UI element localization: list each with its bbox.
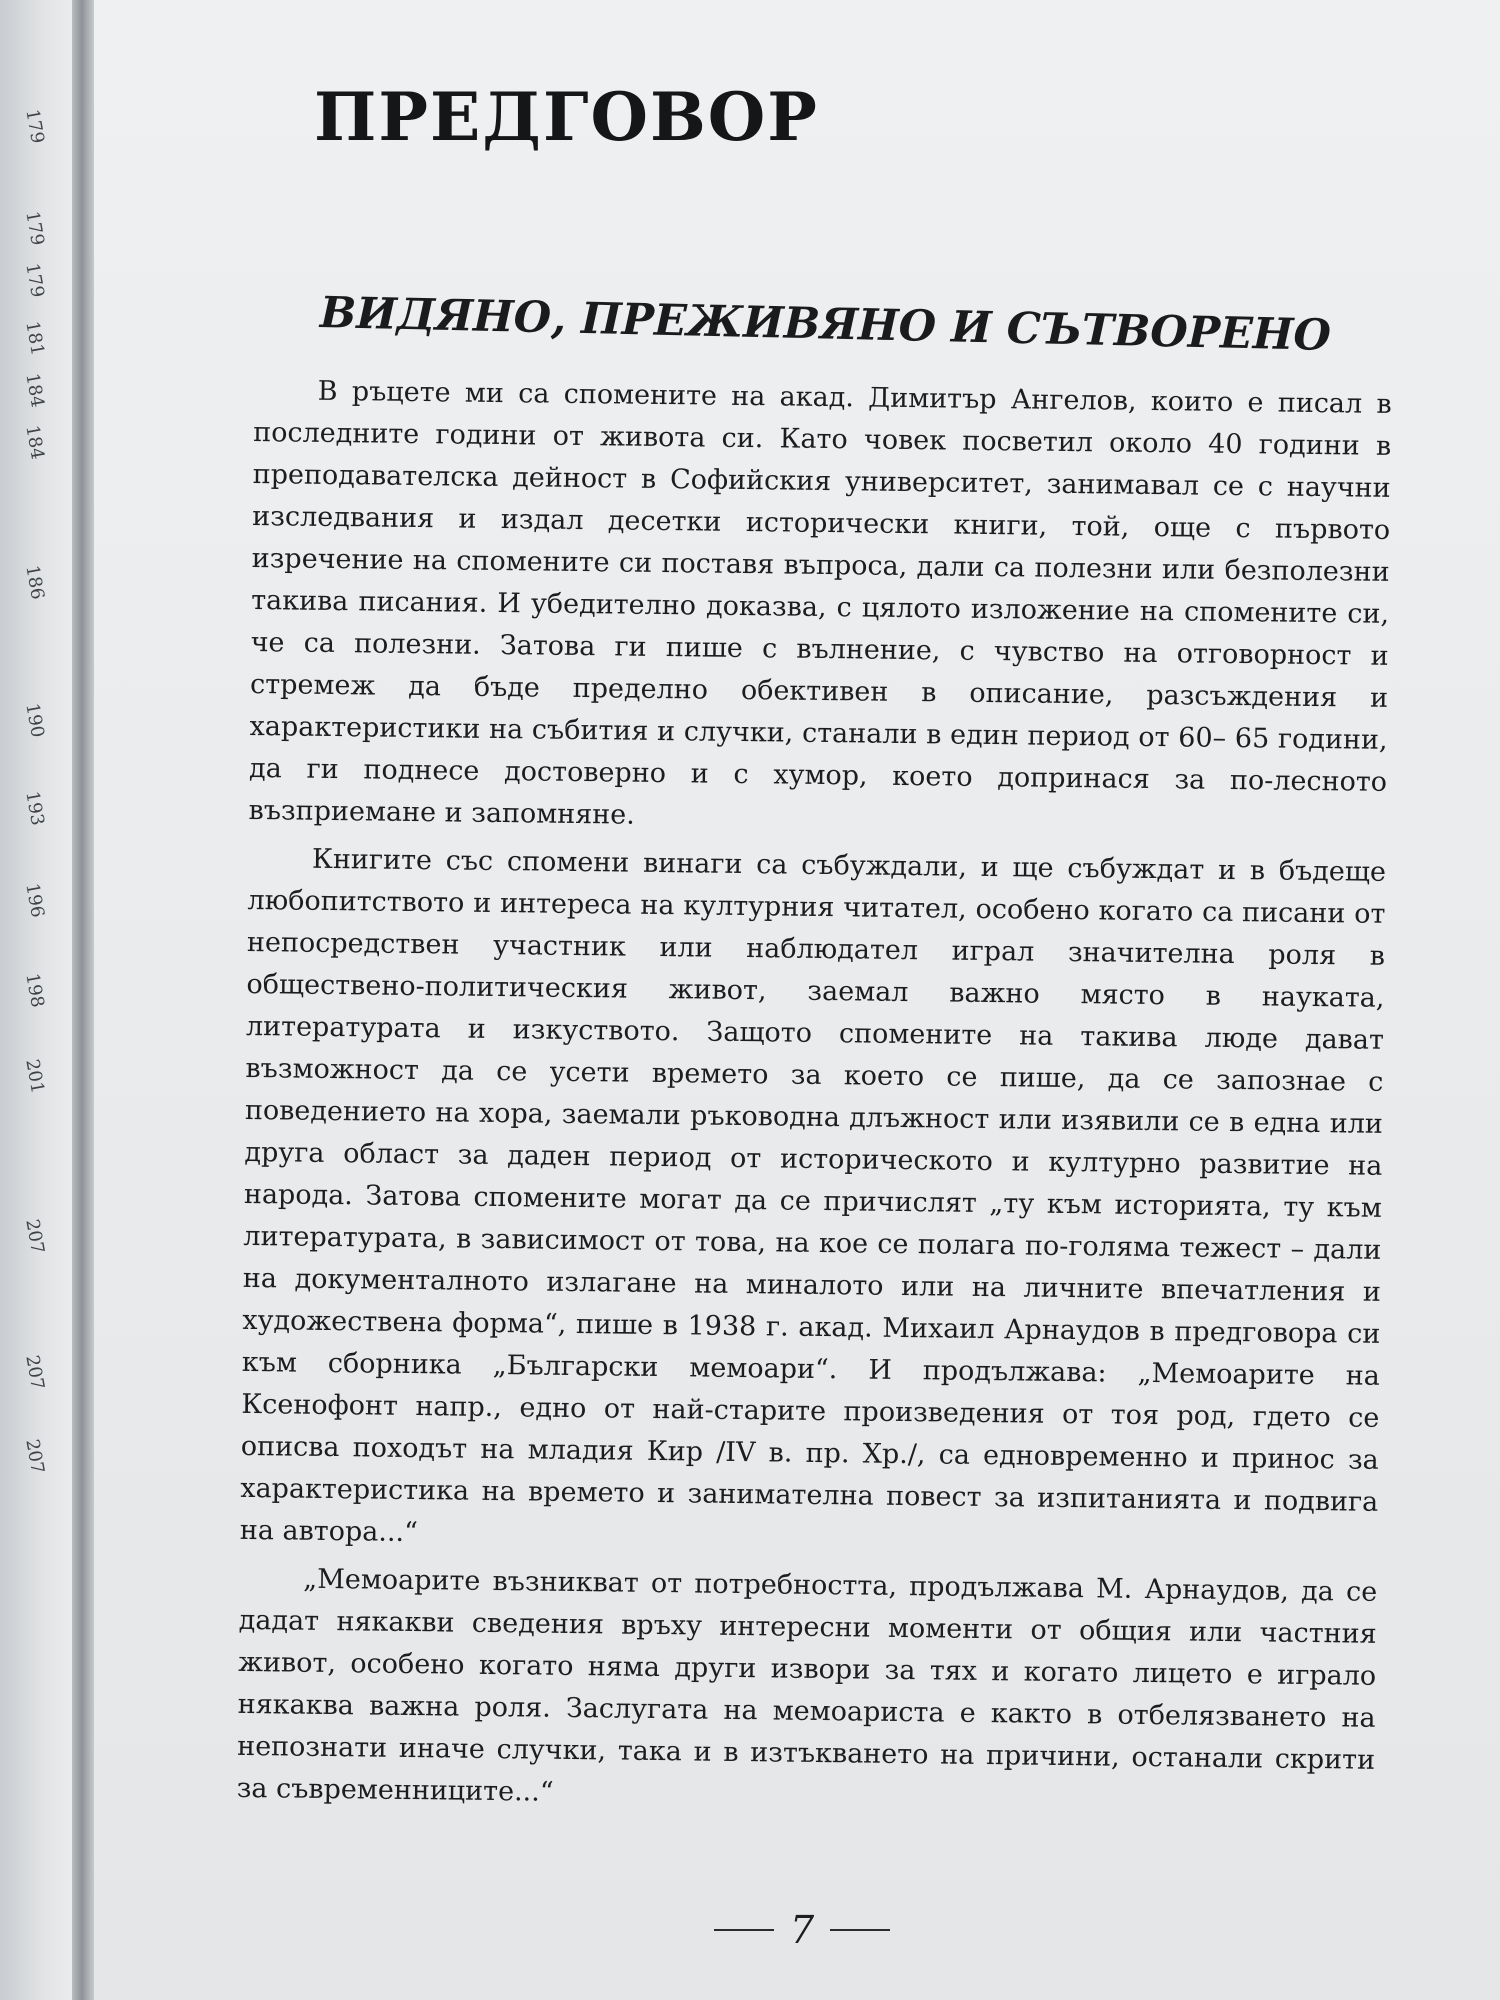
toc-page-number: 179 xyxy=(21,107,48,146)
toc-page-number: 184 xyxy=(21,423,48,462)
paragraph: Книгите със спомени винаги са събуждали, и ще събуждат и в бъдеще любопитството и интереса на културния читател, особено когато са писани от непосредствен участник или наблюдател играл значителна роля в обществено-политическия живот, заемал важно място в науката, литературата и изкуството. Защото спомените на такива люде дават възможност да се усети времето за което се пише, да се запознае с поведението на хора, заемали ръководна длъжност или изявили се в една или друга област за даден период от историческото и културно развитие на народа. Затова спомените могат да се причислят „ту към историята, ту към литературата, в зависимост от това, на кое се полага по-голяма тежест – дали на документалното излагане на миналото или на личните впечатления и художествена форма“, пише в 1938 г. акад. Михаил Арнаудов в предговора си към сборника „Български мемоари“. И продължава: „Мемоарите на Ксенофонт напр., едно от най-старите произведения от тоя род, гдето се описва походът на младия Кир /IV в. пр. Хр./, са едновременно и принос за характеристика на времето и занимателна повест за изпитанията и подвига на автора...“ xyxy=(239,843,1387,1549)
page-number-dash-left xyxy=(714,1929,774,1931)
page-number-value: 7 xyxy=(790,1908,815,1952)
toc-page-number: 207 xyxy=(21,1437,48,1476)
page-title: ПРЕДГОВОР xyxy=(314,78,819,156)
body-text xyxy=(236,370,1392,1830)
toc-page-number: 186 xyxy=(21,563,48,602)
page-number-dash-right xyxy=(830,1929,890,1931)
toc-page-number: 179 xyxy=(21,209,48,248)
toc-page-number: 193 xyxy=(21,789,48,828)
toc-page-number: 179 xyxy=(21,261,48,300)
book-gutter xyxy=(72,0,94,2000)
toc-page-number: 181 xyxy=(21,319,48,358)
toc-page-number: 198 xyxy=(21,971,48,1010)
paragraph: В ръцете ми са спомените на акад. Димитър Ангелов, които е писал в последните години от живота си. Като човек посветил около 40 години в преподавателска дейност в Софийския университет, занимавал се с научни изследвания и издал десетки исторически книги, той, още с първото изречение на спомените си поставя въпроса, дали са полезни или безполезни такива писания. И убедително доказва, с цялото изложение на спомените си, че са полезни. Затова ги пише с вълнение, с чувство на отговорност и стремеж да бъде пределно обективен в описание, разсъждения и характеристики на събития и случки, станали в един период от 60– 65 години, да ги поднесе достоверно и с хумор, което допринася за по-лесното възприемане и запомняне. xyxy=(248,375,1392,831)
toc-page-number: 207 xyxy=(21,1217,48,1256)
toc-page-number: 190 xyxy=(21,701,48,740)
toc-page-number: 184 xyxy=(21,371,48,410)
page-number xyxy=(714,1908,890,1952)
section-title: ВИДЯНО, ПРЕЖИВЯНО И СЪТВОРЕНО xyxy=(319,288,1332,361)
toc-page-number: 201 xyxy=(21,1057,48,1096)
toc-page-number: 196 xyxy=(21,881,48,920)
toc-page-number: 207 xyxy=(21,1353,48,1392)
paragraph: „Мемоарите възникват от потребността, продължава М. Арнаудов, да се дадат някакви сведения връху интересни моменти от общия или частния живот, особено когато няма други извори за тях и когато лицето е играло някаква важна роля. Заслугата на мемоариста е както в отбелязването на непознати иначе случки, така и в изтъкването на причини, останали скрити за съвременниците...“ xyxy=(236,1563,1378,1808)
book-page xyxy=(94,0,1500,2000)
previous-page-edge xyxy=(0,0,80,2000)
